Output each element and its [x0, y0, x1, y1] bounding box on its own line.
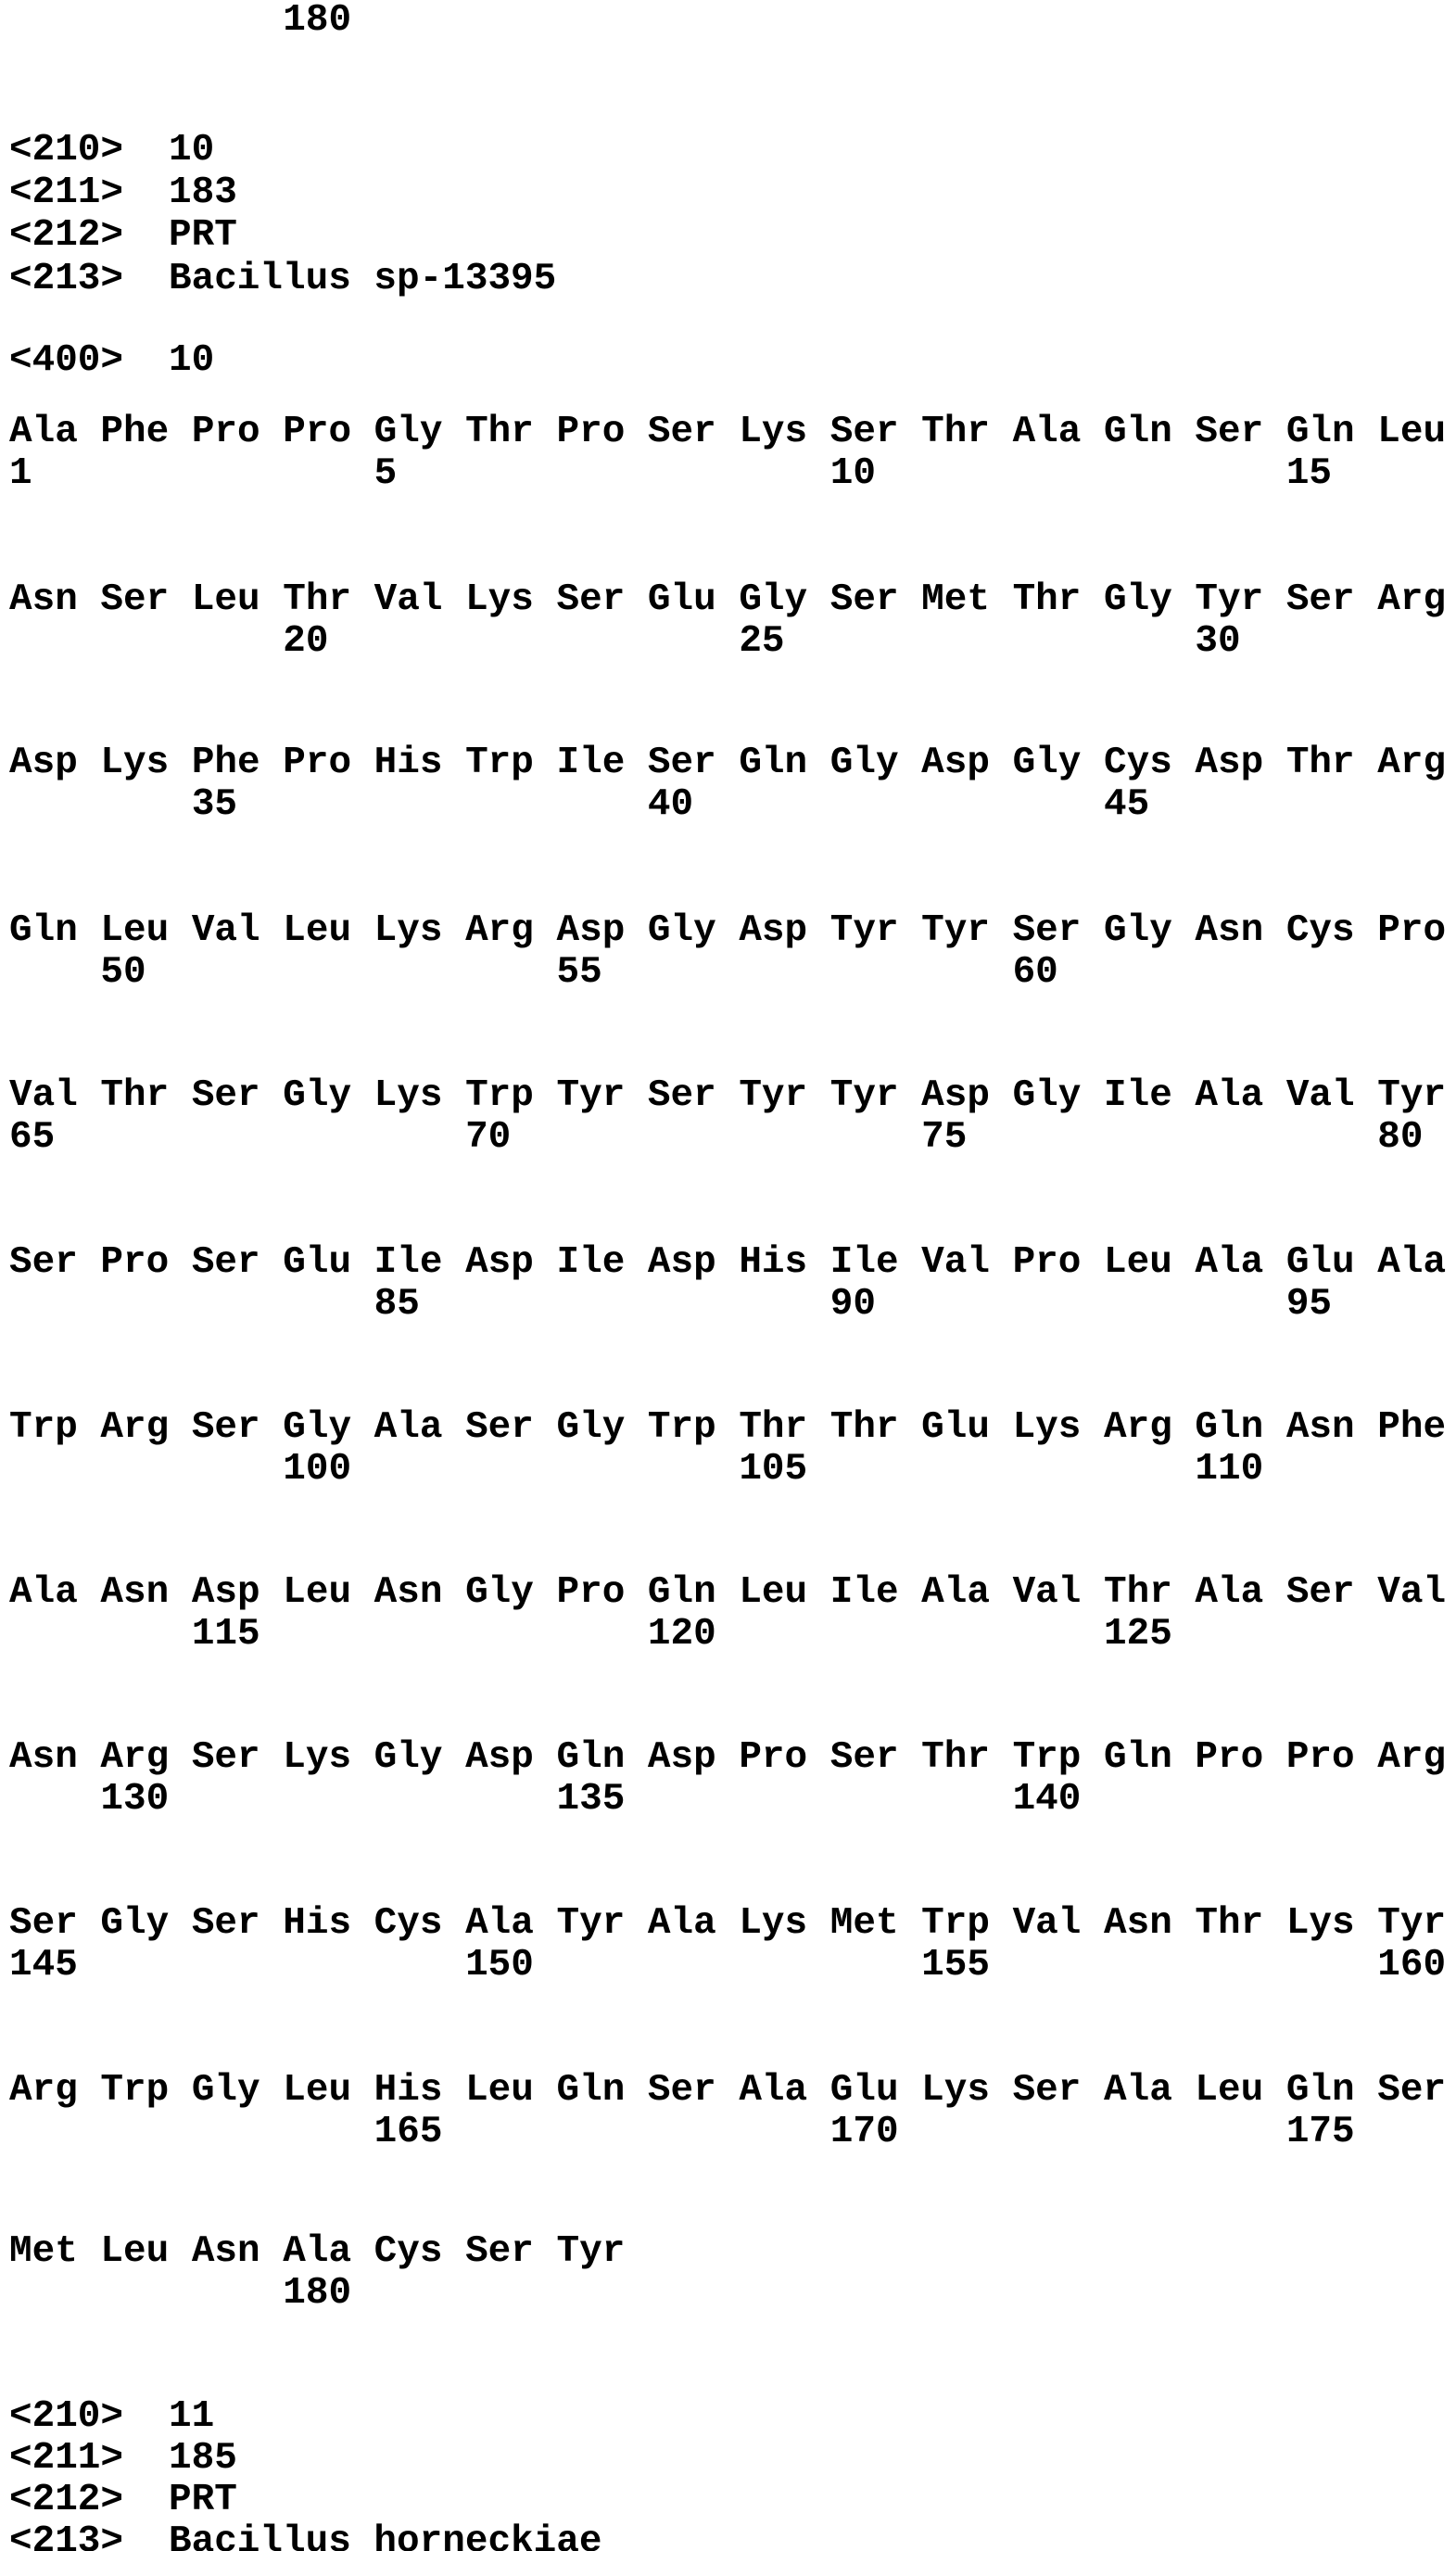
seq10-sequence-tag: <400> [9, 339, 124, 382]
seq11-id-value: 11 [169, 2395, 215, 2438]
seq10-row11-residues: Arg Trp Gly Leu His Leu Gln Ser Ala Glu Lys Ser Ala Leu Gln Ser [9, 2069, 1447, 2112]
seq10-type-tag: <212> [9, 214, 124, 257]
seq11-type-line [9, 2480, 237, 2521]
seq10-organism-tag: <213> [9, 258, 124, 300]
seq10-row4-numbers: 50 55 60 [9, 951, 1058, 994]
seq10-row8-numbers: 115 120 125 [9, 1613, 1172, 1656]
seq10-row6-numbers: 85 90 95 [9, 1283, 1333, 1326]
seq10-row12-residues: Met Leu Asn Ala Cys Ser Tyr [9, 2230, 626, 2273]
seq10-sequence-id: 10 [169, 339, 215, 382]
seq10-length-line [9, 172, 237, 214]
seq11-id-tag: <210> [9, 2395, 124, 2438]
seq10-row12-numbers: 180 [9, 2272, 352, 2315]
seq10-organism-line [9, 259, 556, 300]
seq10-type-line [9, 215, 237, 257]
seq11-type-value: PRT [169, 2479, 237, 2521]
seq10-row7-numbers: 100 105 110 [9, 1448, 1264, 1491]
seq11-id-line [9, 2396, 214, 2438]
seq10-length-value: 183 [169, 171, 237, 214]
seq10-row6-residues: Ser Pro Ser Glu Ile Asp Ile Asp His Ile Val Pro Leu Ala Glu Ala [9, 1241, 1447, 1284]
seq11-organism-line [9, 2521, 601, 2551]
seq11-organism-value: Bacillus horneckiae [169, 2520, 602, 2551]
seq10-row5-residues: Val Thr Ser Gly Lys Trp Tyr Ser Tyr Tyr Asp Gly Ile Ala Val Tyr [9, 1074, 1447, 1117]
prev-sequence-position-number-line: 180 [9, 0, 352, 42]
seq11-length-tag: <211> [9, 2437, 124, 2480]
seq11-length-line [9, 2438, 237, 2480]
seq10-row2-residues: Asn Ser Leu Thr Val Lys Ser Glu Gly Ser Met Thr Gly Tyr Ser Arg [9, 578, 1447, 621]
seq11-organism-tag: <213> [9, 2520, 124, 2551]
seq10-row11-numbers: 165 170 175 [9, 2111, 1355, 2153]
seq10-row1-numbers: 1 5 10 15 [9, 452, 1333, 495]
seq10-id-value: 10 [169, 129, 215, 171]
seq10-row4-residues: Gln Leu Val Leu Lys Arg Asp Gly Asp Tyr Tyr Ser Gly Asn Cys Pro [9, 909, 1447, 952]
seq10-row10-residues: Ser Gly Ser His Cys Ala Tyr Ala Lys Met Trp Val Asn Thr Lys Tyr [9, 1902, 1447, 1945]
seq10-row9-residues: Asn Arg Ser Lys Gly Asp Gln Asp Pro Ser Thr Trp Gln Pro Pro Arg [9, 1736, 1447, 1779]
seq10-row3-numbers: 35 40 45 [9, 783, 1150, 826]
seq11-type-tag: <212> [9, 2479, 124, 2521]
seq10-row9-numbers: 130 135 140 [9, 1778, 1082, 1821]
seq11-length-value: 185 [169, 2437, 237, 2480]
seq10-length-tag: <211> [9, 171, 124, 214]
seq10-row1-residues: Ala Phe Pro Pro Gly Thr Pro Ser Lys Ser Thr Ala Gln Ser Gln Leu [9, 411, 1447, 453]
seq10-id-tag: <210> [9, 129, 124, 171]
seq10-type-value: PRT [169, 214, 237, 257]
seq10-row10-numbers: 145 150 155 160 [9, 1944, 1447, 1986]
seq10-row8-residues: Ala Asn Asp Leu Asn Gly Pro Gln Leu Ile Ala Val Thr Ala Ser Val [9, 1571, 1447, 1614]
seq10-row5-numbers: 65 70 75 80 [9, 1116, 1424, 1159]
seq10-row3-residues: Asp Lys Phe Pro His Trp Ile Ser Gln Gly Asp Gly Cys Asp Thr Arg [9, 742, 1447, 784]
seq10-organism-value: Bacillus sp-13395 [169, 258, 557, 300]
seq10-sequence-label-line [9, 340, 214, 382]
seq10-id-line [9, 130, 214, 171]
seq10-row7-residues: Trp Arg Ser Gly Ala Ser Gly Trp Thr Thr Glu Lys Arg Gln Asn Phe [9, 1406, 1447, 1449]
seq10-row2-numbers: 20 25 30 [9, 620, 1241, 663]
